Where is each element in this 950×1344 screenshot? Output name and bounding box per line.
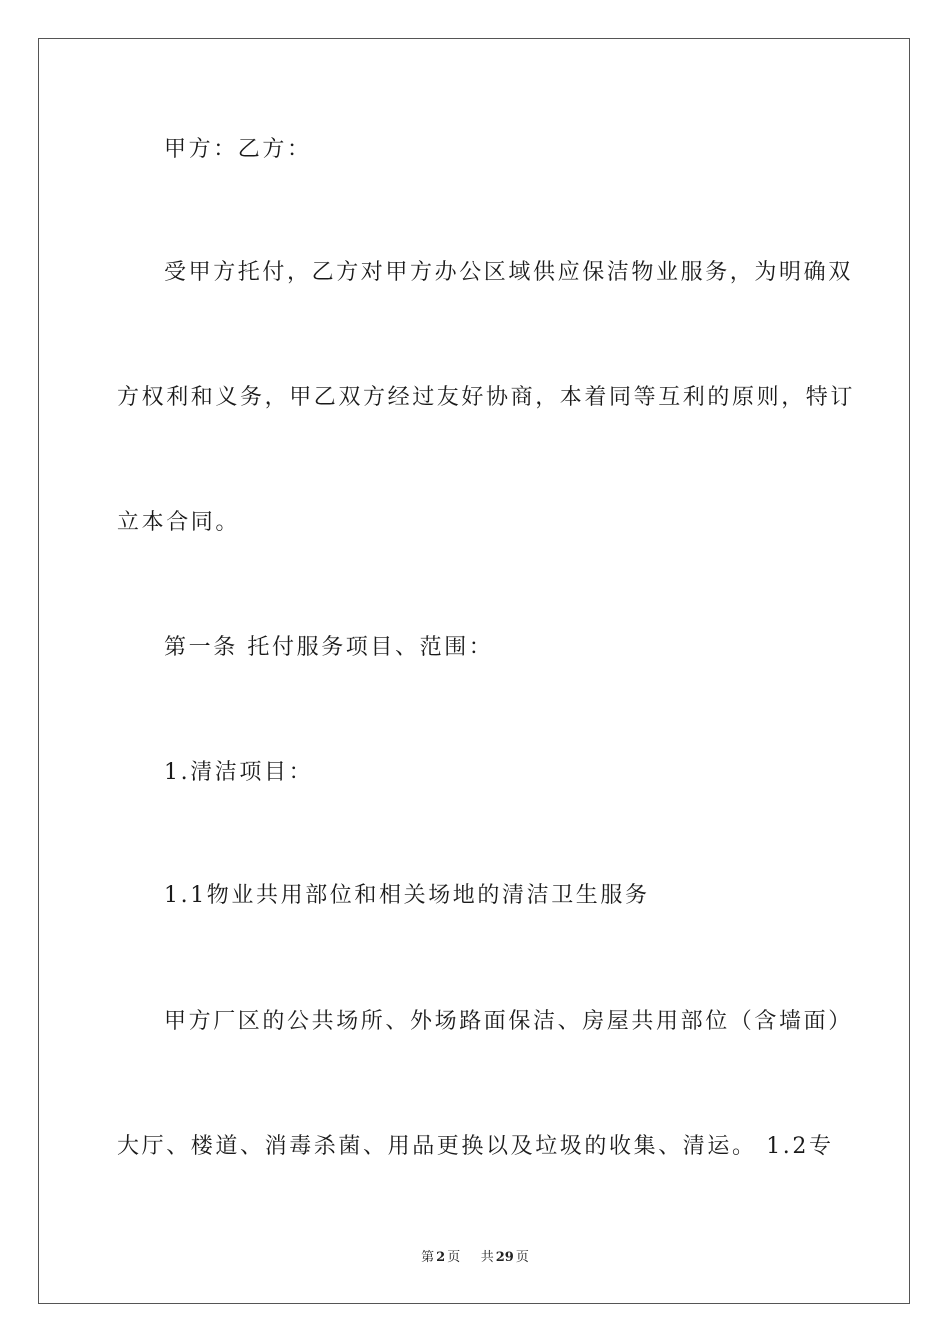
- paragraph-line: 立本合同。: [117, 510, 241, 535]
- party-line: 甲方：乙方：: [164, 137, 312, 162]
- paragraph-line: 方权利和义务，甲乙双方经过友好协商，本着同等互利的原则，特订: [117, 385, 856, 410]
- paragraph-line: 甲方厂区的公共场所、外场路面保洁、房屋共用部位（含墙面）: [164, 1009, 853, 1034]
- paragraph-line: 大厅、楼道、消毒杀菌、用品更换以及垃圾的收集、清运。 1.2专: [117, 1134, 834, 1159]
- total-pages: 29: [495, 1250, 514, 1265]
- paragraph-line: 受甲方托付，乙方对甲方办公区域供应保洁物业服务，为明确双: [164, 260, 853, 285]
- section-heading: 1.清洁项目：: [164, 760, 314, 785]
- subsection-heading: 1.1物业共用部位和相关场地的清洁卫生服务: [164, 883, 650, 908]
- page-number: 2: [436, 1250, 446, 1265]
- page-border: [38, 38, 910, 1304]
- page-footer: [0, 1246, 950, 1265]
- total-suffix: 页: [515, 1250, 529, 1265]
- page-prefix: 第: [421, 1250, 435, 1265]
- page-suffix: 页: [447, 1250, 461, 1265]
- total-prefix: 共: [480, 1250, 494, 1265]
- article-heading: 第一条 托付服务项目、范围：: [164, 635, 494, 660]
